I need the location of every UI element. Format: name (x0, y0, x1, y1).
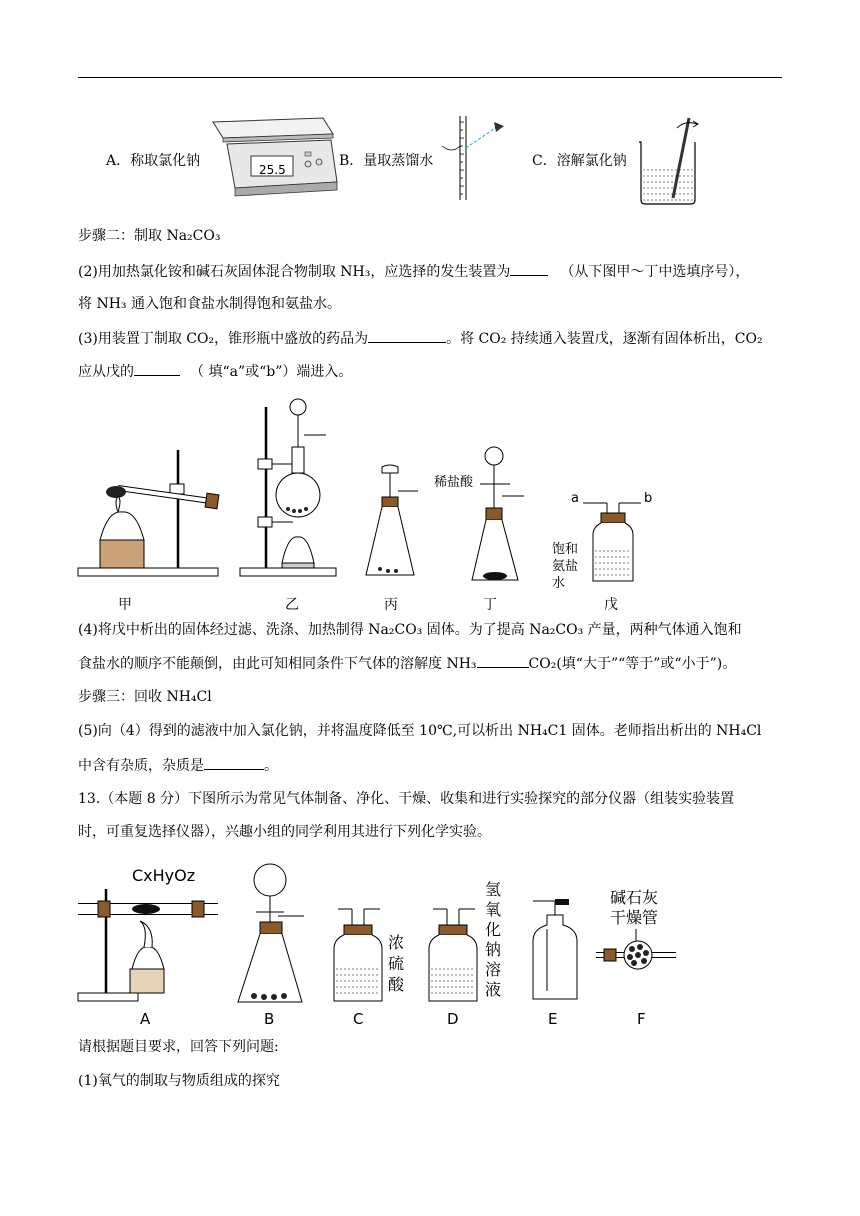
apparatus-d (425, 905, 481, 1005)
q3-line1: (3)用装置丁制取 CO₂，锥形瓶中盛放的药品为 。将 CO₂ 持续通入装置戊，逐渐有固体析出，CO₂ (78, 328, 763, 349)
scale-display-reading: 25.5 (259, 163, 286, 177)
q2-line2: 将 NH₃ 通入饱和食盐水制得饱和氨盐水。 (78, 296, 341, 312)
apparatus-a (78, 885, 228, 1005)
q4-line1: (4)将戊中析出的固体经过滤、洗涤、加热制得 Na₂CO₃ 固体。为了提高 Na₂CO₃ 产量，两种气体通入饱和 (78, 622, 742, 638)
conc-sulfuric-acid-label: 浓 硫 酸 (388, 933, 405, 994)
q5-line1: (5)向（4）得到的滤液中加入氯化钠，并将温度降低至 10℃,可以析出 NH₄C1 固体。老师指出析出的 NH₄Cl (78, 723, 762, 739)
beaker-stirring-icon (633, 112, 708, 207)
apparatus-jia (78, 440, 228, 580)
saturated-brine-label: 饱和 氨盐 水 (552, 542, 579, 591)
label-ding: 丁 (483, 597, 497, 613)
apparatus-wu (583, 495, 643, 585)
label-d: D (447, 1010, 459, 1028)
label-e: E (548, 1010, 558, 1028)
option-b-label: B．量取蒸馏水 (339, 153, 434, 169)
label-f: F (637, 1010, 646, 1028)
apparatus-f (596, 925, 680, 985)
label-wu: 戊 (604, 597, 618, 613)
q5-line2: 中含有杂质，杂质是 。 (78, 755, 278, 776)
dilute-hcl-label: 稀盐酸 (434, 475, 474, 490)
header-rule (78, 77, 782, 78)
apparatus-ding (470, 440, 530, 585)
apparatus-bing (360, 465, 420, 583)
q13-line2: 时，可重复选择仪器），兴趣小组的同学利用其进行下列化学实验。 (78, 824, 491, 840)
port-a-label: a (571, 491, 579, 506)
apparatus-c (330, 905, 386, 1005)
option-c-label: C．溶解氯化钠 (532, 153, 627, 169)
step3-heading: 步骤三：回收 NH₄Cl (78, 689, 212, 705)
soda-lime-tube-label: 碱石灰 干燥管 (610, 888, 659, 927)
apparatus-e (525, 895, 585, 1005)
electronic-scale-icon (205, 112, 340, 200)
option-a-label: A．称取氯化钠 (106, 153, 201, 169)
answer-prompt: 请根据题目要求，回答下列问题: (78, 1039, 279, 1055)
label-yi: 乙 (285, 597, 299, 613)
label-bing: 丙 (384, 597, 398, 613)
q13-line1: 13.（本题 8 分）下图所示为常见气体制备、净化、干燥、收集和进行实验探究的部分仪器（组装实验装置 (78, 791, 735, 807)
step2-heading: 步骤二：制取 Na₂CO₃ (78, 228, 221, 244)
apparatus-b (236, 860, 306, 1008)
q4-line2: 食盐水的顺序不能颠倒，由此可知相同条件下气体的溶解度 NH₃ CO₂(填“大于”“等于”或“小于”)。 (78, 653, 736, 674)
label-b: B (264, 1010, 275, 1028)
sub-question-1: (1)氧气的制取与物质组成的探究 (78, 1073, 280, 1089)
label-a: A (140, 1010, 151, 1028)
apparatus-yi (238, 385, 338, 580)
port-b-label: b (644, 491, 653, 506)
formula-cxhyoz: CxHyOz (132, 866, 196, 885)
naoh-solution-label: 氢 氧 化 钠 溶 液 (485, 880, 502, 999)
graduated-cylinder-icon (438, 112, 508, 202)
q3-line2: 应从戊的 （ 填“a”或“b”）端进入。 (78, 361, 352, 382)
label-jia: 甲 (118, 597, 132, 613)
q2-line1: (2)用加热氯化铵和碱石灰固体混合物制取 NH₃，应选择的发生装置为 （从下图甲～丁中选填序号）， (78, 261, 749, 282)
label-c: C (353, 1010, 364, 1028)
